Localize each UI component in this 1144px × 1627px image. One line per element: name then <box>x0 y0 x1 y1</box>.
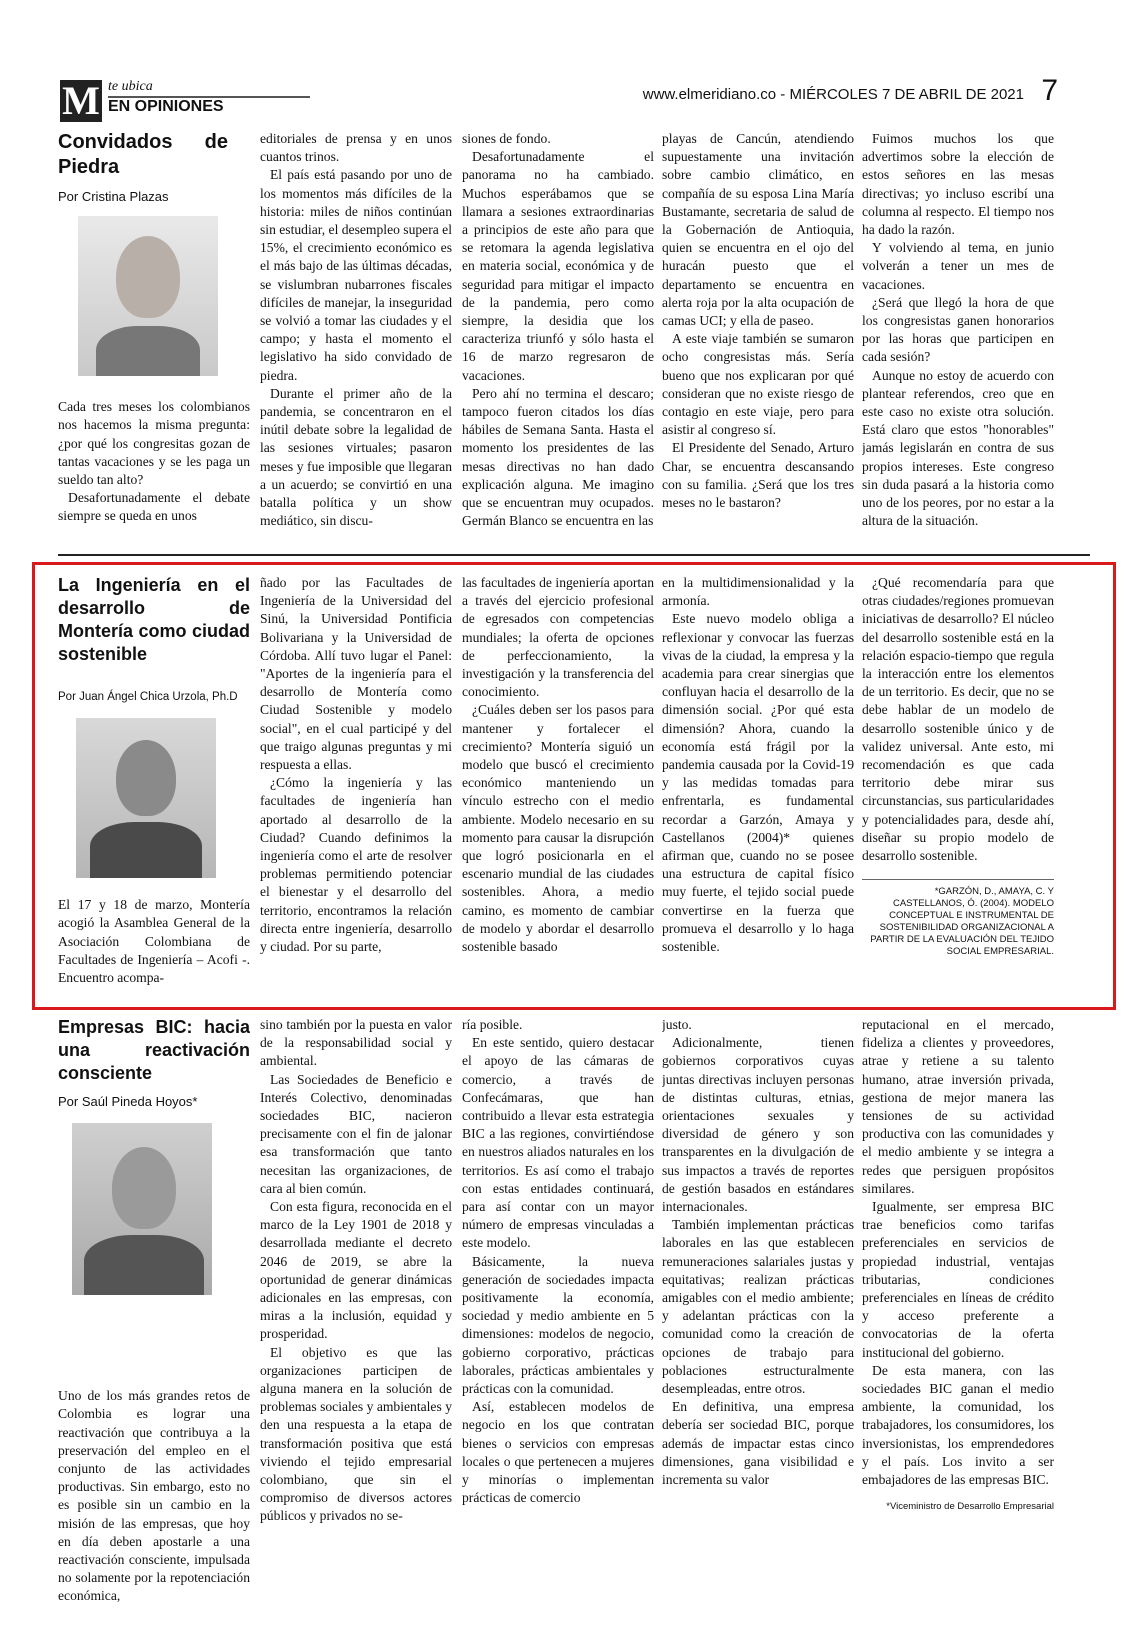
paragraph: Desafortunadamente el panorama no ha cambiado. Muchos esperábamos que se llamara a sesiones extraordinarias a principios de este año para que se retomara la agenda legislativa en materia social, económica y de seguridad para mitigar el impacto de la pandemia, pero como siempre, la desidia que los caracteriza triunfó y sólo hasta el 16 de marzo regresaron de vacaciones. <box>462 149 654 383</box>
paragraph: En definitiva, una empresa debería ser sociedad BIC, porque además de impactar estas cinco dimensiones, gana visibilidad e incrementa su valor <box>662 1399 854 1488</box>
column-text <box>58 1387 250 1605</box>
paragraph: También implementan prácticas laborales en las que establecen remuneraciones salariales justas y equitativas; realizan prácticas amigables con el medio ambiente; y adelantan prácticas con la comunidad como la creación de opciones de trabajo para poblaciones estructuralmente desempleadas, entre otros. <box>662 1217 854 1397</box>
paragraph: Adicionalmente, tienen gobiernos corporativos cuyas juntas directivas incluyen personas de distintas culturas, etnias, orientaciones sexuales y diversidad de género y son transparentes en la divulgación de sus impactos a través de reportes de gestión basados en estándares internacionales. <box>662 1035 854 1215</box>
article-column <box>462 1016 654 1606</box>
article-byline: Por Cristina Plazas <box>58 189 169 204</box>
paragraph: De esta manera, con las sociedades BIC ganan el medio ambiente, la comunidad, los trabajadores, los consumidores, los inversionistas, los emprendedores y el país. Los invito a ser embajadores de las empresas BIC. <box>862 1362 1054 1488</box>
column-text <box>58 896 250 987</box>
paragraph: Básicamente, la nueva generación de sociedades impacta positivamente la economía, sociedad y medio ambiente en 5 dimensiones: modelos de negocio, gobierno corporativo, prácticas laborales, prácticas ambientales y prácticas con la comunidad. <box>462 1253 654 1397</box>
article-column <box>862 574 1054 994</box>
paragraph: playas de Cancún, atendiendo supuestamente una invitación sobre cambio climático, en compañía de su esposa Lina María Bustamante, secretaria de salud de la Gobernación de Antioquia, quien se encuentra en el ojo del huracán puesto que el departamento se encuentra en alerta roja por la alta ocupación de camas UCI; y ella de paseo. <box>662 131 854 329</box>
paragraph: ¿Cuáles deben ser los pasos para mantener y fortalecer el crecimiento? Montería siguió un modelo que buscó el crecimiento económico manteniendo un vínculo estrecho con el medio ambiente. Modelo necesario en su momento para causar la disrupción que logró posicionarla en el escenario mundial de las ciudades sostenibles. Ahora, a medio camino, es momento de cambiar de modelo y abordar el desarrollo sostenible basado <box>462 702 654 955</box>
paragraph: A este viaje también se sumaron ocho congresistas más. Sería bueno que nos explicaran por qué consideran que no existe riesgo de contagio en este viaje, pero para asistir al congreso sí. <box>662 331 854 438</box>
paragraph: ¿Será que llegó la hora de que los congresistas ganen honorarios por las horas que participen en cada sesión? <box>862 294 1054 365</box>
article-column <box>662 574 854 994</box>
article-column <box>58 130 250 526</box>
article-column <box>58 1016 250 1606</box>
paragraph: editoriales de prensa y en unos cuantos trinos. <box>260 131 452 165</box>
article-headline: La Ingeniería en el desarrollo de Montería como ciudad sostenible <box>58 575 250 664</box>
footnote: *GARZÓN, D., AMAYA, C. Y CASTELLANOS, Ó. (2004). MODELO CONCEPTUAL E INSTRUMENTAL DE SOSTENIBILIDAD ORGANIZACIONAL A PARTIR DE LA EVALUACIÓN DEL TEJIDO SOCIAL EMPRESARIAL. <box>862 879 1054 958</box>
author-photo <box>72 1123 212 1295</box>
paragraph: sino también por la puesta en valor de la responsabilidad social y ambiental. <box>260 1017 452 1069</box>
article-column <box>462 130 654 550</box>
paragraph: Aunque no estoy de acuerdo con plantear referendos, creo que en este caso no existe otra solución. Está claro que estos "honorables" jamás legislarán en contra de sus propios intereses. Este congreso sin duda pasará a la historia como uno de los peores, por no estar a la altura de la situación. <box>862 367 1054 529</box>
paragraph: El Presidente del Senado, Arturo Char, se encuentra descansando con su familia. ¿Será que los tres meses no le bastaron? <box>662 440 854 511</box>
section-name: EN OPINIONES <box>108 98 224 115</box>
paragraph: Uno de los más grandes retos de Colombia es lograr una reactivación que contribuya a la preservación del empleo en el conjunto de las actividades productivas. Sin embargo, esto no es posible sin un cambio en la misión de las empresas, que hoy en día deben apostarle a una reactivación consciente, impulsada no solamente por la repotenciación económica, <box>58 1388 250 1604</box>
paragraph: Este nuevo modelo obliga a reflexionar y convocar las fuerzas vivas de la ciudad, la empresa y la academia para crear sinergias que confluyan hacia el desarrollo de la dimensión social. ¿Por qué esta dimensión? Ahora, cuando la economía está frágil por la pandemia causada por la Covid-19 y las medidas tomadas para enfrentarla, es fundamental recordar a Garzón, Amaya y Castellanos (2004)* quienes afirman que, cuando no se posee una estructura de capital físico muy fuerte, el tejido social puede convertirse en la fuerza que promueva el desarrollo y lo haga sostenible. <box>662 611 854 955</box>
paragraph: Fuimos muchos los que advertimos sobre la elección de estos señores en las mesas directivas; yo incluso escribí una columna al respecto. El tiempo nos ha dado la razón. <box>862 131 1054 238</box>
paragraph: justo. <box>662 1017 692 1032</box>
article-column <box>462 574 654 994</box>
paragraph: ¿Cómo la ingeniería y las facultades de ingeniería han aportado al desarrollo de la Ciudad? Cuando definimos la ingeniería como el arte de resolver problemas permitiendo potenciar el bienestar y el desarrollo del territorio, encontramos la relación directa entre ingeniería, desarrollo y ciudad. Por su parte, <box>260 775 452 955</box>
article-column <box>662 1016 854 1606</box>
article-empresas-bic <box>58 1016 1090 1606</box>
paragraph: Las Sociedades de Beneficio e Interés Colectivo, denominadas sociedades BIC, nacieron precisamente con el fin de jalonar esa transformación que tanto necesitan las organizaciones, de cara al bien común. <box>260 1071 452 1196</box>
meridiano-logo: M <box>60 80 102 122</box>
dateline: www.elmeridiano.co - MIÉRCOLES 7 DE ABRIL DE 2021 <box>642 86 1024 103</box>
paragraph: ñado por las Facultades de Ingeniería de la Universidad del Sinú, la Universidad Pontificia Bolivariana y la Universidad de Córdoba. Allí tuvo lugar el Panel: "Aportes de la ingeniería para el desarrollo de Montería como Ciudad Sostenible y modelo social", en el cual participé y del que traigo algunas preguntas y mi respuesta a ellas. <box>260 575 452 773</box>
paragraph: siones de fondo. <box>462 131 551 146</box>
paragraph: En este sentido, quiero destacar el apoyo de las cámaras de comercio, a través de Confecámaras, que han contribuido a llevar esta estrategia BIC a las regiones, convirtiéndose en nuestros aliados naturales en los territorios. Es así como el trabajo con estas entidades continuará, para así contar con un mayor número de empresas vinculadas a este modelo. <box>462 1035 654 1251</box>
page-number: 7 <box>1041 74 1058 107</box>
paragraph: Y volviendo al tema, en junio volverán a tener un mes de vacaciones. <box>862 240 1054 292</box>
paragraph: El país está pasando por uno de los momentos más difíciles de la historia: miles de niños continúan sin estudiar, el desempleo supera el 15%, el crecimiento económico es el más bajo de las últimas décadas, se vislumbran nubarrones fiscales difíciles de manejar, la inseguridad se volvió a tomar las ciudades y el campo; y hasta el momento el legislativo ha sido convidado de piedra. <box>260 167 452 383</box>
article-headline: Convidados de Piedra <box>58 131 228 178</box>
section-label <box>108 80 224 116</box>
paragraph: El 17 y 18 de marzo, Montería acogió la Asamblea General de la Asociación Colombiana de Facultades de Ingeniería – Acofi -. Encuentro acompa- <box>58 897 250 986</box>
paragraph: Desafortunadamente el debate siempre se queda en unos <box>58 490 250 524</box>
article-column <box>260 1016 452 1606</box>
article-column <box>862 1016 1054 1606</box>
article-column <box>662 130 854 550</box>
article-column <box>862 130 1054 550</box>
footnote: *Viceministro de Desarrollo Empresarial <box>886 1501 1054 1513</box>
column-text <box>58 398 250 525</box>
paragraph: las facultades de ingeniería aportan a través del ejercicio profesional de egresados con competencias mundiales; la oferta de opciones de perfeccionamiento, la investigación y la transferencia del conocimiento. <box>462 575 654 700</box>
paragraph: reputacional en el mercado, fideliza a clientes y proveedores, atrae y retiene a su talento humano, atrae inversión privada, gestiona de mejor manera las tensiones de su actividad productiva con las comunidades y el medio ambiente y se integra a redes que persiguen propósitos similares. <box>862 1017 1054 1196</box>
article-column <box>58 574 250 994</box>
author-photo <box>78 216 218 376</box>
article-ingenieria <box>58 574 1090 994</box>
article-convidados <box>58 130 1090 550</box>
paragraph: ría posible. <box>462 1017 523 1032</box>
tagline: te ubica <box>108 79 153 94</box>
article-headline: Empresas BIC: hacia una reactivación consciente <box>58 1017 250 1083</box>
article-column <box>260 130 452 550</box>
paragraph: Así, establecen modelos de negocio en los que contratan bienes o servicios con empresas locales o que pertenecen a mujeres y minorías o implementan prácticas de comercio <box>462 1399 654 1506</box>
paragraph: Durante el primer año de la pandemia, se concentraron en el inútil debate sobre la legalidad de las sesiones virtuales; pasaron meses y fue imposible que llegaran a un acuerdo; se convirtió en una batalla política y un show mediático, sin discu- <box>260 385 452 529</box>
paragraph: Con esta figura, reconocida en el marco de la Ley 1901 de 2018 y desarrollada mediante el decreto 2046 de 2019, se abre la oportunidad de generar dinámicas adicionales en las empresas, con miras a la inclusión, equidad y prosperidad. <box>260 1199 452 1342</box>
article-column <box>260 574 452 994</box>
article-divider <box>58 554 1090 556</box>
paragraph: Igualmente, ser empresa BIC trae beneficios como tarifas preferenciales en servicios de propiedad industrial, ventajas tributarias, condiciones preferenciales en líneas de crédito y acceso preferente a convocatorias de la oferta institucional del gobierno. <box>862 1199 1054 1360</box>
paragraph: ¿Qué recomendaría para que otras ciudades/regiones promuevan iniciativas de desarrollo? El núcleo del desarrollo sostenible está en la relación espacio-tiempo que regula la interacción entre los elementos de un territorio. Es decir, que no se debe hablar de un modelo de desarrollo sostenible único y de validez universal. Ante esto, mi recomendación es que cada territorio debe mirar sus circunstancias, sus particularidades y potencialidades para, desde ahí, diseñar su propio modelo de desarrollo sostenible. <box>862 575 1054 864</box>
paragraph: en la multidimensionalidad y la armonía. <box>662 575 854 609</box>
paragraph: El objetivo es que las organizaciones participen de alguna manera en la solución de problemas sociales y ambientales y den una respuesta a la etapa de transformación positiva que está viviendo el tejido empresarial colombiano, que sin el compromiso de diversos actores públicos y privados no se- <box>260 1344 452 1524</box>
paragraph: Pero ahí no termina el descaro; tampoco fueron citados los días hábiles de Semana Santa. Hasta el momento los presidentes de las mesas directivas no han dado explicación alguna. Me imagino que se encuentran muy ocupados. Germán Blanco se encuentra en las <box>462 385 654 529</box>
article-byline: Por Saúl Pineda Hoyos* <box>58 1094 198 1109</box>
author-photo <box>76 718 216 878</box>
article-byline: Por Juan Ángel Chica Urzola, Ph.D <box>58 691 238 703</box>
masthead-rule <box>108 96 310 98</box>
paragraph: Cada tres meses los colombianos nos hacemos la misma pregunta: ¿por qué los congresitas gozan de tantas vacaciones y se les paga un sueldo tan alto? <box>58 399 250 488</box>
